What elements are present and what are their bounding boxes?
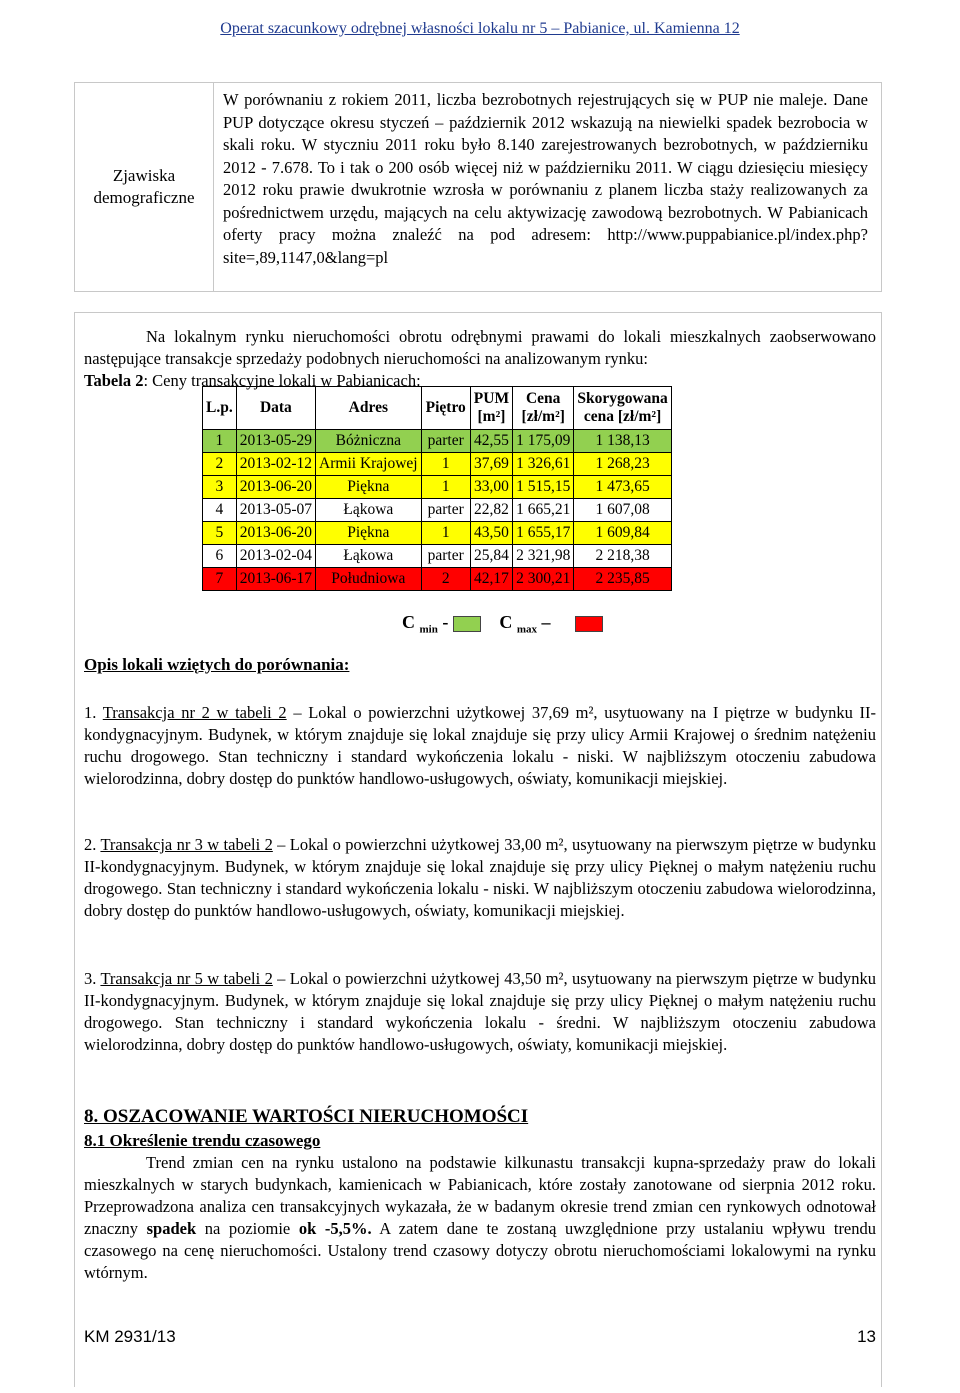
th-pum: [470, 387, 512, 430]
table-cell: 6: [203, 545, 237, 568]
header-text: Operat szacunkowy odrębnej własności lokalu nr 5 – Pabianice, ul. Kamienna 12: [220, 20, 740, 37]
table-cell: parter: [421, 545, 470, 568]
opis-title: Opis lokali wziętych do porównania:: [84, 655, 350, 674]
section-8-1-heading: 8.1 Określenie trendu czasowego: [84, 1131, 321, 1150]
skor-label: Skorygowana: [577, 390, 668, 407]
caption-rest: : Ceny transakcyjne lokali w Pabianicach:: [143, 371, 421, 390]
table-cell: 3: [203, 476, 237, 499]
item-3: [84, 968, 876, 1056]
table-cell: Piękna: [316, 522, 422, 545]
table-cell: Południowa: [316, 568, 422, 591]
cena-label: Cena: [525, 390, 561, 407]
table-cell: 42,17: [470, 568, 512, 591]
cmin-dash: -: [442, 612, 449, 632]
table-cell: 7: [203, 568, 237, 591]
item-text: – Lokal o powierzchni użytkowej 37,69 m², usytuowany na I piętrze w budynku II-kondygnacyjnym. Budynek, w którym znajduje się lokal znajduje się przy ulicy Armii Krajowej o średnim natężeniu ruchu drogowego. Stan techniczny i standard wykończenia lokalu - niski. W najbliższym otoczeniu zabudowa wielorodzinna, dobry dostęp do punktów handlowo-usługowych, oświaty, komunikacji miejskiej.: [84, 703, 877, 788]
demographics-label: [75, 83, 214, 291]
demographics-text: W porównaniu z rokiem 2011, liczba bezrobotnych rejestrujących się w PUP nie maleje. Dane PUP dotyczące okresu styczeń – październik 2012 wskazują na niewielki spadek bezrobocia w skali roku. W styczniu 2011 roku było 8.140 zarejestrowanych bezrobotnych, w październiku 2012 - 7.678. To i tak o 200 osób więcej niż w październiku 2011. W ciągu dziesięciu miesięcy 2012 roku prawie dwukrotnie wzrosła w porównaniu z planem liczba staży realizowanych za pośrednictwem urzędu, mających na celu aktywizację zawodową bezrobotnych. W Pabianicach oferty pracy można znaleźć na pod adresem: http://www.puppabianice.pl/index.php?site=,89,1147,0&lang=pl: [223, 90, 868, 267]
cmax-dash: –: [541, 612, 551, 632]
table-cell: 1 473,65: [574, 476, 671, 499]
table-cell: 42,55: [470, 430, 512, 453]
table-cell: 2013-02-12: [236, 453, 315, 476]
trend-bold-1: spadek: [146, 1219, 197, 1238]
table-row: [203, 522, 672, 545]
item-num: 1.: [84, 703, 97, 722]
table-cell: 1 326,61: [513, 453, 574, 476]
item-text: – Lokal o powierzchni użytkowej 43,50 m², usytuowany na pierwszym piętrze w budynku II-kondygnacyjnym. Budynek, w którym znajduje się lokal znajduje się przy ulicy Pięknej o małym natężeniu ruchu drogowego. Stan techniczny i standard wykończenia lokalu - średni. W najbliższym otoczeniu zabudowa wielorodzinna, dobry dostęp do punktów handlowo-usługowych, oświaty, komunikacji miejskiej.: [84, 969, 877, 1054]
table-cell: Piękna: [316, 476, 422, 499]
item-num: 3.: [84, 969, 97, 988]
pum-label: PUM: [473, 390, 510, 407]
table-cell: 2 218,38: [574, 545, 671, 568]
table-cell: 1 655,17: [513, 522, 574, 545]
table-cell: 33,00: [470, 476, 512, 499]
th-lp: L.p.: [203, 387, 237, 430]
max-swatch: [575, 616, 603, 632]
cmin-label: C: [402, 612, 415, 632]
table-cell: 22,82: [470, 499, 512, 522]
cmax-sub: max: [516, 623, 538, 636]
intro-paragraph: Na lokalnym rynku nieruchomości obrotu odrębnymi prawami do lokali mieszkalnych zaobserwowano następujące transakcje sprzedaży podobnych nieruchomości na analizowanym rynku:: [84, 327, 876, 368]
table-cell: 1 268,23: [574, 453, 671, 476]
trend-paragraph: [84, 1152, 876, 1284]
th-skorygowana: [574, 387, 671, 430]
table-cell: Bóżniczna: [316, 430, 422, 453]
cmin-sub: min: [419, 623, 438, 636]
price-legend: [402, 612, 603, 636]
table-row: [203, 453, 672, 476]
item-link: Transakcja nr 3 w tabeli 2: [100, 835, 273, 854]
table-cell: 1: [421, 453, 470, 476]
item-2: [84, 834, 876, 922]
footer-left: KM 2931/13: [84, 1327, 176, 1346]
item-1: [84, 702, 876, 790]
table-header-row: [203, 387, 672, 430]
item-link: Transakcja nr 5 w tabeli 2: [100, 969, 273, 988]
table-body: [203, 430, 672, 591]
item-num: 2.: [84, 835, 97, 854]
item-text: – Lokal o powierzchni użytkowej 33,00 m², usytuowany na pierwszym piętrze w budynku II-kondygnacyjnym. Budynek, w którym znajduje się lokal znajduje się przy ulicy Pięknej o małym natężeniu ruchu drogowego. Stan techniczny i standard wykończenia lokalu - niski. W najbliższym otoczeniu zabudowa wielorodzinna, dobry dostęp do punktów handlowo-usługowych, oświaty, komunikacji miejskiej.: [84, 835, 877, 920]
table-row: [203, 430, 672, 453]
table-cell: 4: [203, 499, 237, 522]
footer-page-number: 13: [857, 1327, 876, 1346]
table-cell: 2013-06-20: [236, 476, 315, 499]
table-cell: 2013-02-04: [236, 545, 315, 568]
table-cell: 1: [421, 522, 470, 545]
table-row: [203, 476, 672, 499]
label-line2: demograficzne: [93, 188, 195, 207]
table-row: [203, 499, 672, 522]
table-cell: 2: [203, 453, 237, 476]
transactions-table: [202, 386, 672, 591]
label-line1: Zjawiska: [112, 166, 176, 185]
table-cell: 1 175,09: [513, 430, 574, 453]
section-8-heading: 8. OSZACOWANIE WARTOŚCI NIERUCHOMOŚCI: [84, 1106, 529, 1127]
trend-c: na poziomie: [196, 1219, 299, 1238]
th-data: Data: [236, 387, 315, 430]
caption-bold: Tabela 2: [84, 371, 144, 390]
th-pietro: Piętro: [421, 387, 470, 430]
cmax-label: C: [499, 612, 513, 632]
table-row: [203, 545, 672, 568]
item-link: Transakcja nr 2 w tabeli 2: [102, 703, 287, 722]
table-cell: 2 321,98: [513, 545, 574, 568]
table-cell: 25,84: [470, 545, 512, 568]
table-cell: 2013-05-07: [236, 499, 315, 522]
table-cell: 1 515,15: [513, 476, 574, 499]
table-cell: 2: [421, 568, 470, 591]
table-cell: Armii Krajowej: [316, 453, 422, 476]
table-cell: Łąkowa: [316, 499, 422, 522]
skor-unit: cena [zł/m²]: [583, 408, 662, 425]
table-cell: 2013-06-17: [236, 568, 315, 591]
table-cell: 2 235,85: [574, 568, 671, 591]
table-cell: Łąkowa: [316, 545, 422, 568]
th-adres: Adres: [316, 387, 422, 430]
page-header: [0, 20, 960, 38]
min-swatch: [453, 616, 481, 632]
trend-a: Trend zmian cen na rynku ustalono na podstawie kilkunastu transakcji kupna-sprzedaży praw do lokali mieszkalnych w starych budynkach, kamienicach w Pabianicach, które zostały zanotowane od sierpnia 2012 roku. Przeprowadzona analiza cen transakcyjnych wykazała, że w badanym okresie trend zmian cen rynkowych odnotował znaczny: [84, 1153, 876, 1238]
table-cell: 1: [421, 476, 470, 499]
table-cell: 2013-06-20: [236, 522, 315, 545]
table-cell: 1 609,84: [574, 522, 671, 545]
pum-unit: [m²]: [477, 408, 506, 425]
table-cell: 2013-05-29: [236, 430, 315, 453]
table-row: [203, 568, 672, 591]
table-cell: parter: [421, 430, 470, 453]
trend-e: A zatem dane te zostaną uwzględnione przy ustalaniu wpływu trendu czasowego na cenę nieruchomości. Ustalony trend czasowy dotyczy obrotu nieruchomościami lokalowymi na rynku wtórnym.: [84, 1219, 877, 1282]
table-cell: 2 300,21: [513, 568, 574, 591]
table-cell: 1 665,21: [513, 499, 574, 522]
table-cell: parter: [421, 499, 470, 522]
table-cell: 1 607,08: [574, 499, 671, 522]
demographics-box: [74, 82, 882, 292]
table-cell: 43,50: [470, 522, 512, 545]
table-cell: 1: [203, 430, 237, 453]
table-cell: 1 138,13: [574, 430, 671, 453]
table-cell: 5: [203, 522, 237, 545]
th-cena: [513, 387, 574, 430]
cena-unit: [zł/m²]: [521, 408, 565, 425]
table-cell: 37,69: [470, 453, 512, 476]
trend-bold-2: ok -5,5%.: [298, 1219, 372, 1238]
